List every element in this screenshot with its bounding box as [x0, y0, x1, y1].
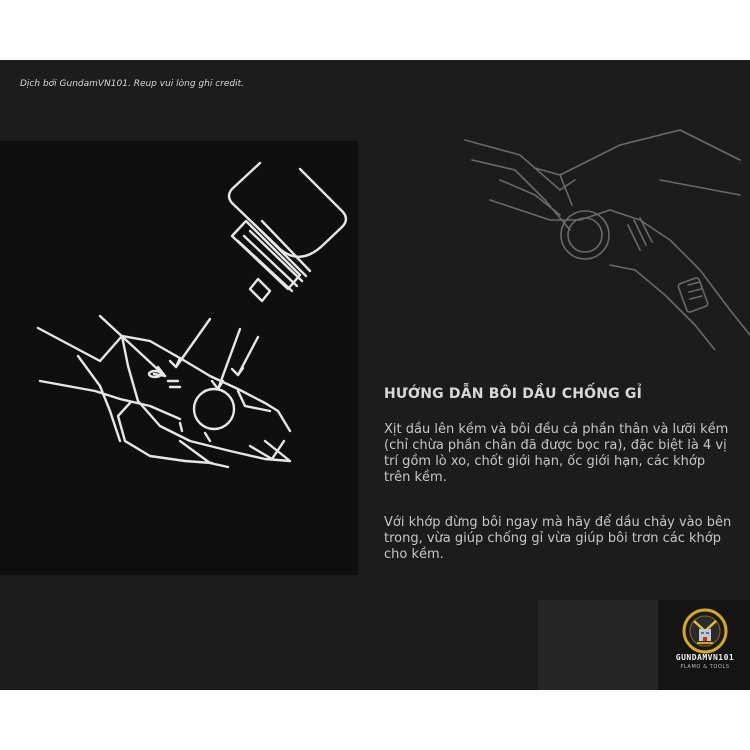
- instruction-heading: HƯỚNG DẪN BÔI DẦU CHỐNG GỈ: [384, 386, 642, 402]
- cutter-oiling-illustration: [0, 141, 358, 575]
- instruction-paragraph: Xịt dầu lên kềm và bôi đều cả phần thân và lưỡi kềm (chỉ chừa phần chân đã được bọc ra), đặc biệt là 4 vị trí gồm lò xo, chốt giới hạn, ốc giới hạn, các khớp trên kềm.: [384, 422, 729, 485]
- decorative-block: [538, 600, 658, 690]
- product-image: [0, 60, 750, 690]
- cutter-illustration-panel: [0, 141, 358, 575]
- logo-tagline: PLAMO & TOOLS: [680, 664, 730, 670]
- cutter-background-illustration: [460, 100, 750, 350]
- brand-logo: [670, 607, 740, 687]
- credit-text: Dịch bởi GundamVN101. Reup vui lòng ghi credit.: [20, 79, 245, 89]
- gundam-head-icon: [670, 607, 740, 655]
- joint-tip-paragraph: Với khớp đừng bôi ngay mà hãy để dầu chảy vào bên trong, vừa giúp chống gỉ vừa giúp bôi trơn các khớp cho kềm.: [384, 515, 732, 562]
- logo-name: GUNDAMVN101: [675, 653, 735, 662]
